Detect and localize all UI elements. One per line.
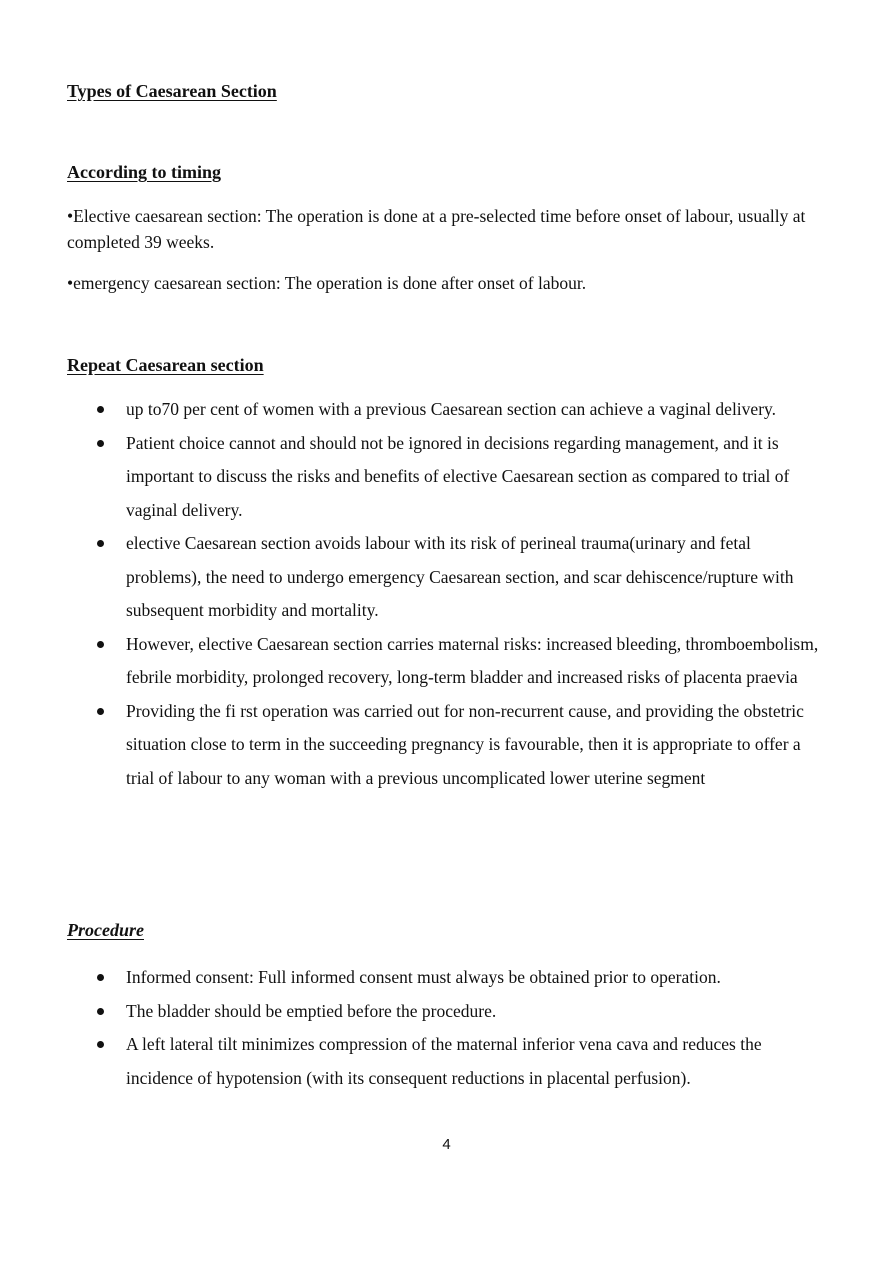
list-item-text: The bladder should be emptied before the procedure. (126, 1000, 497, 1021)
list-item-text: up to70 per cent of women with a previous Caesarean section can achieve a vaginal delivery. (126, 399, 777, 419)
list-item-text: However, elective Caesarean section carries maternal risks: increased bleeding, thromboembolism, febrile morbidity, prolonged recovery, long-term bladder and increased risks of placenta praevia (126, 633, 819, 687)
bullet-icon (97, 974, 104, 981)
list-item (0, 961, 820, 995)
bullet-icon (97, 406, 104, 413)
list-item-text: Providing the fi rst operation was carried out for non-recurrent cause, and providing the obstetric situation close to term in the succeeding pregnancy is favourable, then it is appropriate to offer a trial of labour to any woman with a previous uncomplicated lower uterine segment (126, 700, 804, 788)
list-item (0, 393, 820, 427)
procedure-list (0, 961, 820, 1095)
bullet-icon (97, 708, 104, 715)
elective-paragraph: •Elective caesarean section: The operation is done at a pre-selected time before onset of labour, usually at completed 39 weeks. (67, 206, 806, 252)
page-number: 4 (442, 1136, 451, 1153)
list-item (0, 995, 820, 1029)
list-item (0, 527, 820, 628)
bullet-icon (97, 641, 104, 648)
list-item-text: elective Caesarean section avoids labour with its risk of perineal trauma(urinary and fetal problems), the need to undergo emergency Caesarean section, and scar dehiscence/rupture with subsequent morbidity and mortality. (126, 533, 794, 620)
list-item (0, 427, 820, 528)
emergency-paragraph: •emergency caesarean section: The operation is done after onset of labour. (67, 273, 587, 293)
repeat-list (0, 393, 820, 795)
list-item-text: Patient choice cannot and should not be ignored in decisions regarding management, and it is important to discuss the risks and benefits of elective Caesarean section as compared to trial of vaginal delivery. (126, 432, 790, 520)
page-title: Types of Caesarean Section (67, 81, 277, 101)
bullet-icon (97, 1008, 104, 1015)
bullet-icon (97, 1041, 104, 1048)
list-item (0, 695, 820, 796)
procedure-heading: Procedure (67, 920, 144, 940)
bullet-icon (97, 540, 104, 547)
repeat-heading: Repeat Caesarean section (67, 355, 264, 375)
timing-heading: According to timing (67, 162, 221, 182)
bullet-icon (97, 440, 104, 447)
list-item (0, 1028, 820, 1095)
list-item (0, 628, 820, 695)
list-item-text: Informed consent: Full informed consent must always be obtained prior to operation. (126, 967, 721, 987)
list-item-text: A left lateral tilt minimizes compression of the maternal inferior vena cava and reduces the incidence of hypotension (with its consequent reductions in placental perfusion). (126, 1034, 762, 1088)
